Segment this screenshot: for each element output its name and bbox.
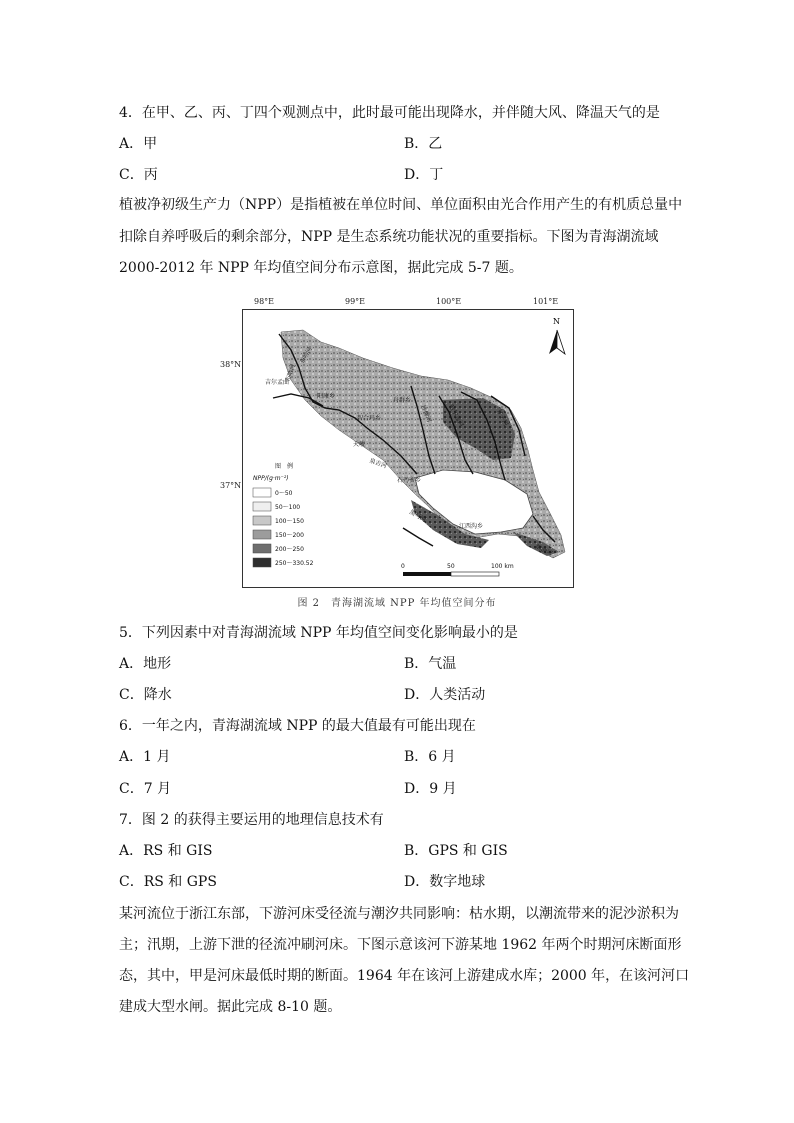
legend-label: 0～50 xyxy=(275,490,293,497)
figure-caption: 图 2 青海湖流域 NPP 年均值空间分布 xyxy=(297,598,497,609)
lon-label-98: 98°E xyxy=(254,297,275,306)
q6-option-d: D．9 月 xyxy=(404,781,457,797)
q4-option-a: A．甲 xyxy=(119,136,158,152)
q5-option-d: D．人类活动 xyxy=(404,687,486,703)
passage2-line-4: 建成大型水闸。据此完成 8-10 题。 xyxy=(119,999,342,1015)
place-daotang-river: 倒淌河 xyxy=(534,543,554,558)
place-shinaihai: 石乃亥乡 xyxy=(397,477,422,484)
place-tianjun: 天峻 xyxy=(353,441,366,448)
q5-option-a: A．地形 xyxy=(119,656,172,672)
scale-bar xyxy=(403,572,499,576)
north-label: N xyxy=(553,317,560,326)
legend-label: 250～330.52 xyxy=(275,560,314,567)
place-jiangxigou: 江西沟乡 xyxy=(459,523,484,530)
lat-label-37: 37°N xyxy=(220,481,242,490)
q7-option-d: D．数字地球 xyxy=(404,874,486,890)
q5-stem: 5．下列因素中对青海湖流域 NPP 年均值空间变化影响最小的是 xyxy=(119,625,518,641)
q5-option-c: C．降水 xyxy=(119,687,172,703)
passage2-line-1: 某河流位于浙江东部，下游河床受径流与潮汐共同影响：枯水期，以潮流带来的泥沙淤积为 xyxy=(119,906,679,922)
q4-stem: 4．在甲、乙、丙、丁四个观测点中，此时最可能出现降水，并伴随大风、降温天气的是 xyxy=(119,105,660,121)
legend-label: 100～150 xyxy=(275,518,304,525)
place-haergai-river: 哈尔盖河 xyxy=(447,403,465,429)
place-heima-river: 黑马河 xyxy=(408,508,428,524)
q6-option-a: A．1 月 xyxy=(119,749,171,765)
q5-option-b: B．气温 xyxy=(404,656,457,672)
passage2-line-3: 态，其中，甲是河床最低时期的断面。1964 年在该河上游建成水库；2000 年，在该河河口 xyxy=(119,968,690,984)
legend-label: 200～250 xyxy=(275,546,304,553)
place-quanji-river: 泉吉河 xyxy=(368,457,388,471)
q6-stem: 6．一年之内，青海湖流域 NPP 的最大值最有可能出现在 xyxy=(119,718,476,734)
q4-option-b: B．乙 xyxy=(404,136,443,152)
q7-option-c: C．RS 和 GPS xyxy=(119,874,217,890)
legend-swatch xyxy=(253,544,271,553)
q7-option-b: B．GPS 和 GIS xyxy=(404,843,508,859)
scale-0: 0 xyxy=(401,563,405,570)
q6-option-b: B．6 月 xyxy=(404,749,456,765)
passage2-line-2: 主；汛期，上游下泄的径流冲刷河床。下图示意该河下游某地 1962 年两个时期河床断面形 xyxy=(119,937,682,953)
passage1-line-2: 扣除自养呼吸后的剩余部分，NPP 是生态系统功能状况的重要指标。下图为青海湖流域 xyxy=(119,229,659,245)
npp-map-svg xyxy=(243,310,573,587)
passage1-line-1: 植被净初级生产力（NPP）是指植被在单位时间、单位面积由光合作用产生的有机质总量中 xyxy=(119,197,683,213)
legend-unit: NPP/(g·m⁻²) xyxy=(253,475,289,482)
place-yangkang: 阳康乡 xyxy=(317,393,336,400)
legend xyxy=(253,488,314,567)
legend-swatch xyxy=(253,488,271,497)
passage1-line-3: 2000-2012 年 NPP 年均值空间分布示意图，据此完成 5-7 题。 xyxy=(119,260,523,276)
legend-swatch xyxy=(253,530,271,539)
q4-option-c: C．丙 xyxy=(119,167,158,183)
north-arrow-icon xyxy=(549,330,565,354)
legend-label: 150～200 xyxy=(275,532,304,539)
lon-label-100: 100°E xyxy=(436,297,462,306)
scale-50: 50 xyxy=(447,563,455,570)
lat-label-38: 38°N xyxy=(220,360,242,369)
q7-option-a: A．RS 和 GIS xyxy=(119,843,213,859)
legend-swatch xyxy=(253,502,271,511)
place-buha-river: 布哈河 xyxy=(284,363,298,383)
place-jierment-qu: 吉尔孟曲 xyxy=(265,379,290,386)
place-buha-river-upper: 布哈河 xyxy=(298,345,314,365)
legend-label: 50～100 xyxy=(275,504,301,511)
legend-title: 图 例 xyxy=(275,463,294,470)
scale-100km: 100 km xyxy=(491,563,514,570)
lon-label-99: 99°E xyxy=(345,297,366,306)
npp-map xyxy=(242,309,574,588)
legend-swatch xyxy=(253,558,271,567)
q6-option-c: C．7 月 xyxy=(119,781,172,797)
q4-option-d: D．丁 xyxy=(404,167,444,183)
q7-stem: 7．图 2 的获得主要运用的地理信息技术有 xyxy=(119,812,384,828)
place-zhouqun: 舟群乡 xyxy=(393,397,412,404)
place-shaliu-river: 沙柳河 xyxy=(419,404,433,424)
place-ganzi-river: 甘子河 xyxy=(495,407,510,428)
lon-label-101: 101°E xyxy=(533,297,559,306)
place-zhihemayi: 智合玛乡 xyxy=(357,415,382,422)
legend-swatch xyxy=(253,516,271,525)
